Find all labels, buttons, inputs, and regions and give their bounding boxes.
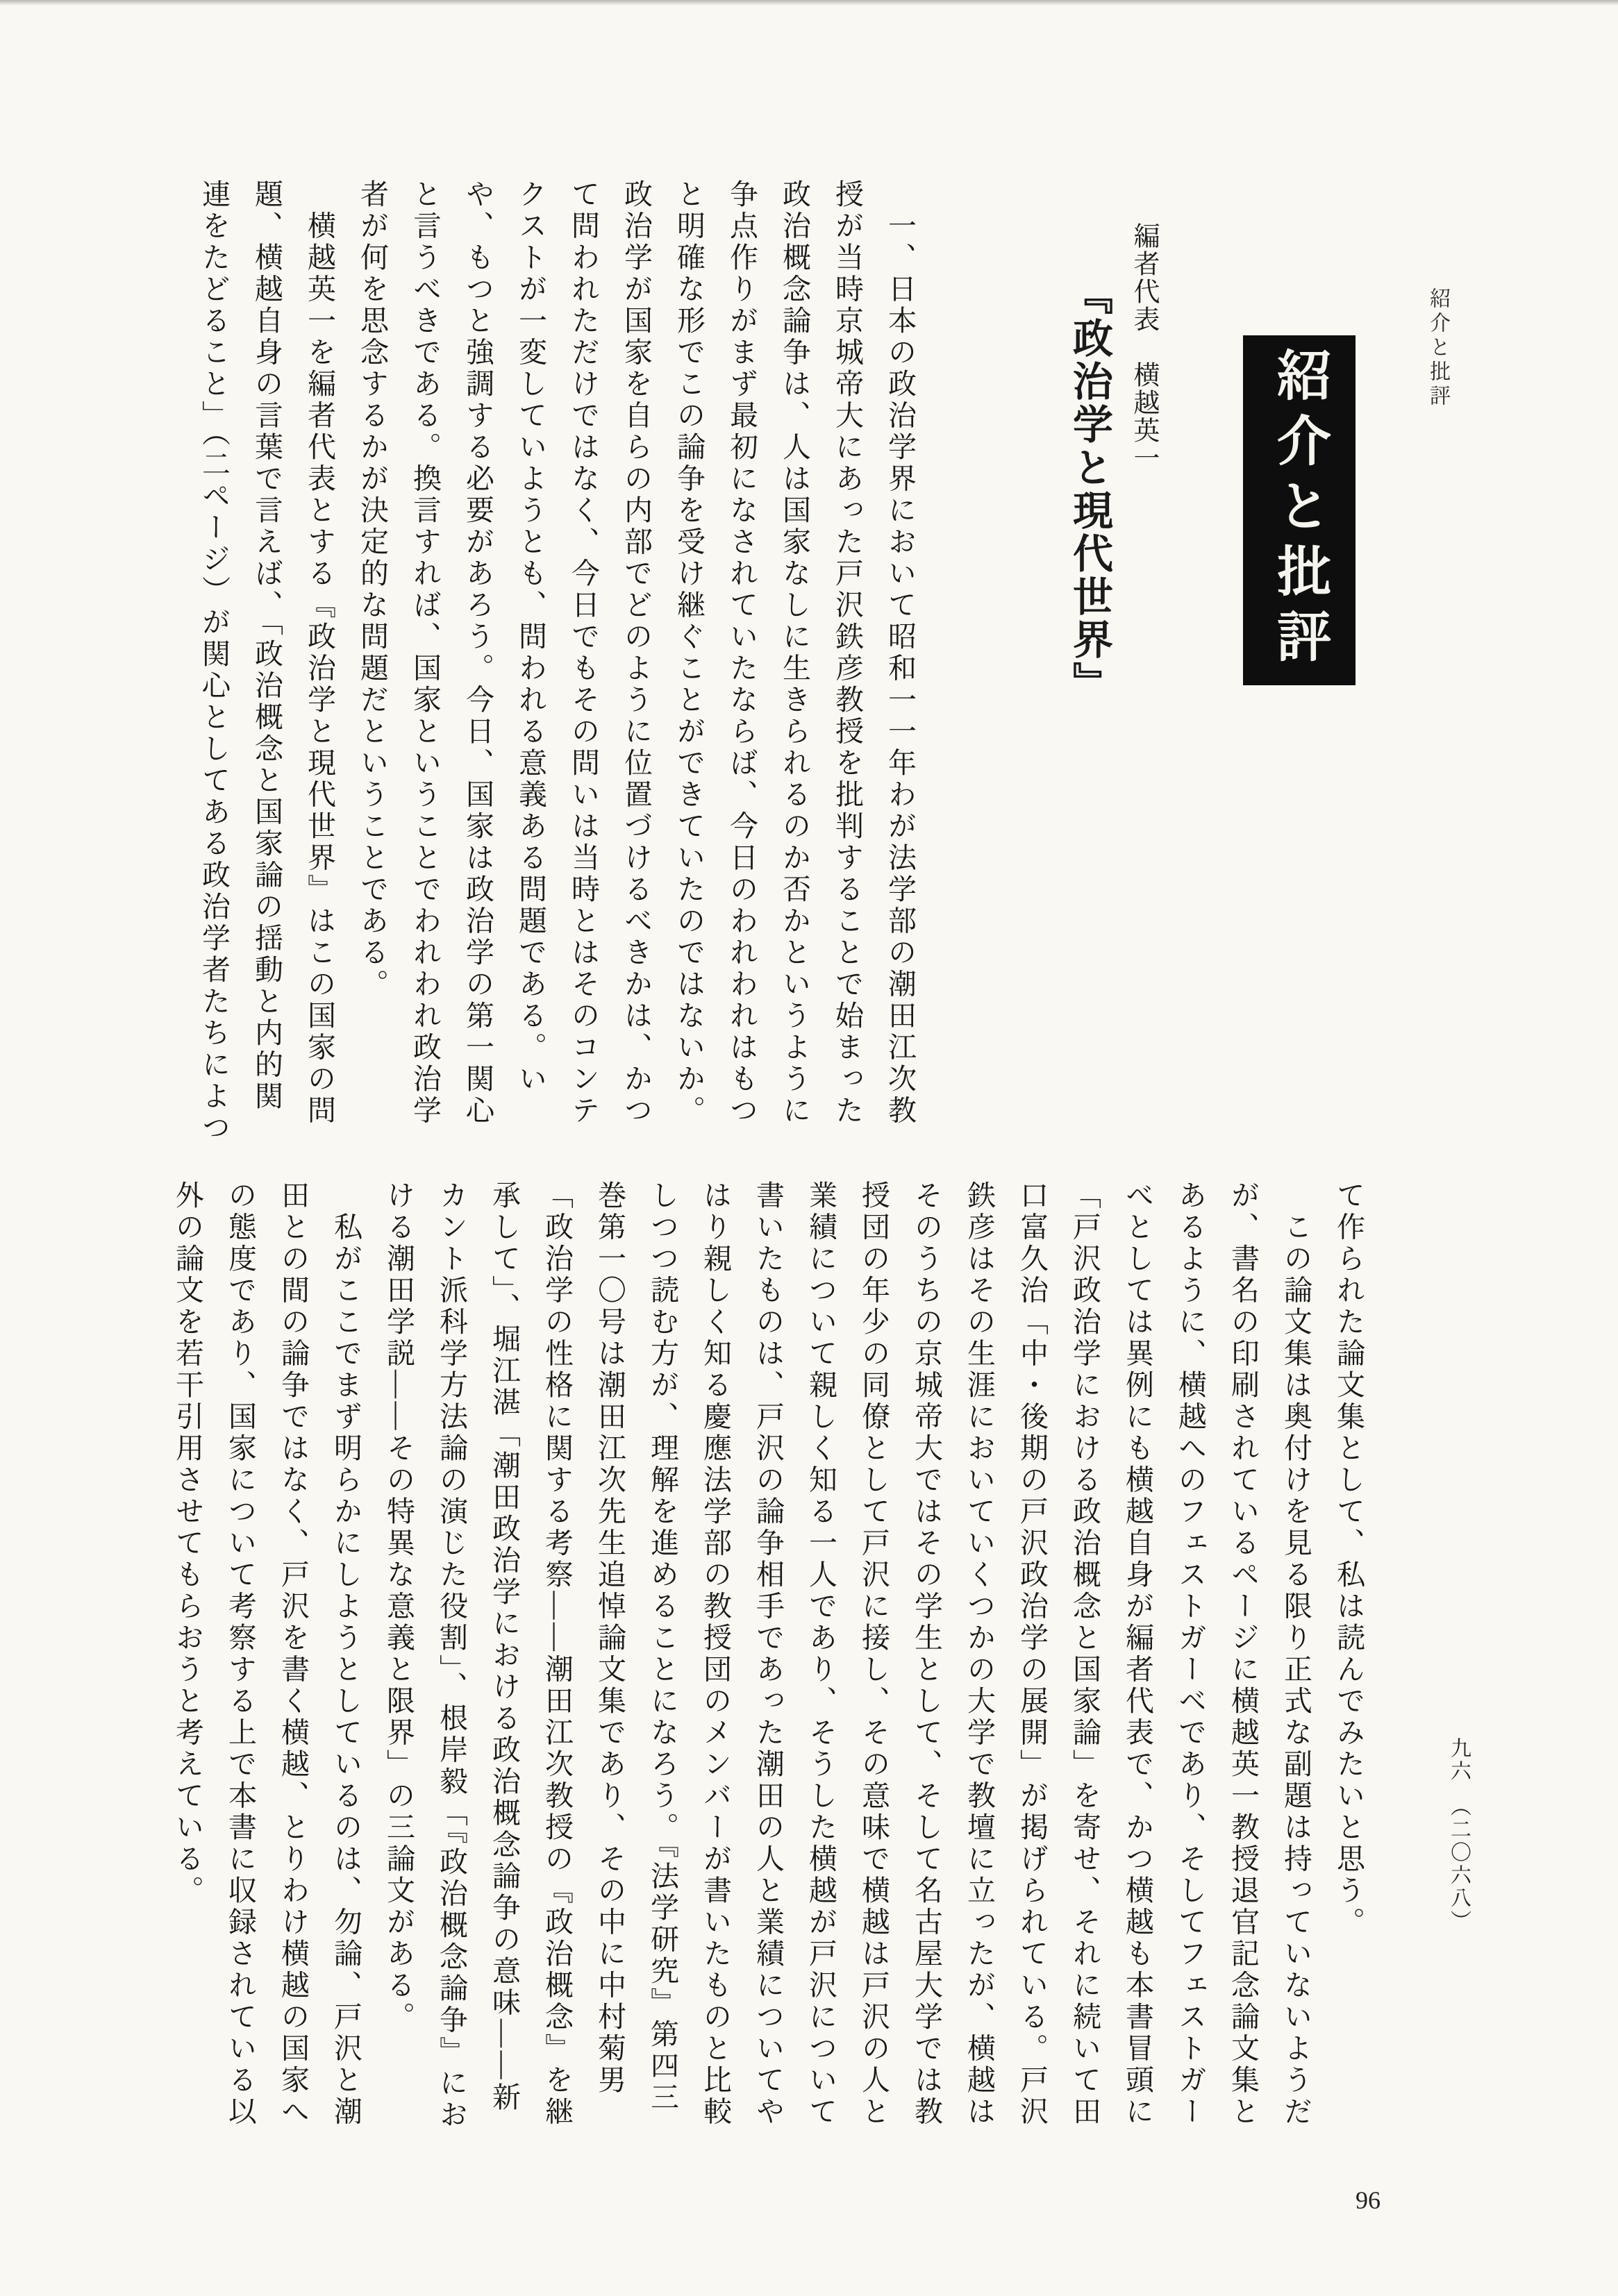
text-column: この論文集は奥付けを見る限り正式な副題は持っていないようだ [1280, 1180, 1312, 2128]
running-head: 紹介と批評 [1426, 287, 1449, 409]
text-column: しつつ読む方が、理解を進めることになろう。『法学研究』第四三 [647, 1180, 678, 2114]
text-column: 巻第一〇号は潮田江次先生追悼論文集であり、その中に中村菊男 [594, 1180, 626, 2097]
text-column: が、書名の印刷されているページに横越英一教授退官記念論文集と [1227, 1180, 1259, 2128]
section-banner [1243, 335, 1356, 685]
text-column: や、もつと強調する必要があろう。今日、国家は政治学の第一関心 [462, 179, 494, 1127]
text-column: カント派科学方法論の演じた役割」、根岸毅「『政治概念論争』にお [435, 1180, 467, 2131]
text-column: て問われただけではなく、今日でもその問いは当時とはそのコンテ [567, 179, 599, 1127]
text-column: ける潮田学説――その特異な意義と限界」の三論文がある。 [383, 1180, 415, 2034]
text-column: 口富久治「中・後期の戸沢政治学の展開」が掲げられている。戸沢 [1016, 1180, 1048, 2128]
text-column: 授団の年少の同僚として戸沢に接し、その意味で横越は戸沢の人と [858, 1180, 890, 2128]
scan-edge-artifact [0, 0, 1618, 6]
text-column: 連をたどること」（二ページ）が関心としてある政治学者たちによつ [198, 179, 230, 1144]
text-column: 横越英一を編者代表とする『政治学と現代世界』はこの国家の問 [303, 179, 335, 1127]
body-text-bottom-block [161, 1180, 1375, 2243]
text-column: はり親しく知る慶應法学部の教授団のメンバーが書いたものと比較 [699, 1180, 731, 2128]
text-column: 外の論文を若干引用させてもらおうと考えている。 [172, 1180, 203, 1907]
text-column: 「政治学の性格に関する考察――潮田江次教授の『政治概念』を継 [541, 1180, 573, 2128]
text-column: 田との間の論争ではなく、戸沢を書く横越、とりわけ横越の国家へ [277, 1180, 309, 2128]
text-column: 承して」、堀江湛「潮田政治学における政治概念論争の意味――新 [488, 1180, 520, 2114]
section-banner-title: 紹介と批評 [1269, 347, 1330, 673]
book-title: 『政治学と現代世界』 [1067, 274, 1112, 705]
text-column: 鉄彦はその生涯においていくつかの大学で教壇に立ったが、横越は [963, 1180, 995, 2128]
body-text-top-block [187, 179, 926, 1172]
text-column: と明確な形でこの論争を受け継ぐことができていたのではないか。 [673, 179, 705, 1127]
text-column: 政治学が国家を自らの内部でどのように位置づけるべきかは、かつ [620, 179, 652, 1127]
editor-credit-line: 編者代表 横越英一 [1129, 222, 1158, 472]
page-number: 96 [1356, 2186, 1381, 2214]
page-number-kanji: 九六 （二〇六八） [1447, 1737, 1470, 1933]
text-column: 政治概念論争は、人は国家なしに生きられるのか否かというように [778, 179, 810, 1127]
text-column: 者が何を思念するかが決定的な問題だということである。 [356, 179, 388, 1000]
text-column: と言うべきである。換言すれば、国家ということでわれわれ政治学 [409, 179, 441, 1127]
text-column: そのうちの京城帝大ではその学生として、そして名古屋大学では教 [910, 1180, 942, 2128]
text-column: 題、横越自身の言葉で言えば、「政治概念と国家論の揺動と内的関 [251, 179, 283, 1113]
text-column: の態度であり、国家について考察する上で本書に収録されている以 [224, 1180, 256, 2128]
text-column: 書いたものは、戸沢の論争相手であった潮田の人と業績についてや [752, 1180, 784, 2128]
text-column: 一、日本の政治学界において昭和一一年わが法学部の潮田江次教 [884, 179, 916, 1127]
text-column: 授が当時京城帝大にあった戸沢鉄彦教授を批判することで始まった [831, 179, 863, 1127]
text-column: 私がここでまず明らかにしようとしているのは、勿論、戸沢と潮 [330, 1180, 362, 2128]
text-column: て作られた論文集として、私は読んでみたいと思う。 [1333, 1180, 1365, 1938]
text-column: あるように、横越へのフェストガーベであり、そしてフェストガー [1174, 1180, 1206, 2128]
text-column: 争点作りがまず最初になされていたならば、今日のわれわれはもつ [726, 179, 758, 1127]
text-column: 業績について親しく知る一人であり、そうした横越が戸沢について [805, 1180, 837, 2128]
text-column: クストが一変していようとも、問われる意義ある問題である。い [515, 179, 547, 1096]
text-column: べとしては異例にも横越自身が編者代表で、かつ横越も本書冒頭に [1121, 1180, 1153, 2128]
text-column: 「戸沢政治学における政治概念と国家論」を寄せ、それに続いて田 [1069, 1180, 1101, 2128]
